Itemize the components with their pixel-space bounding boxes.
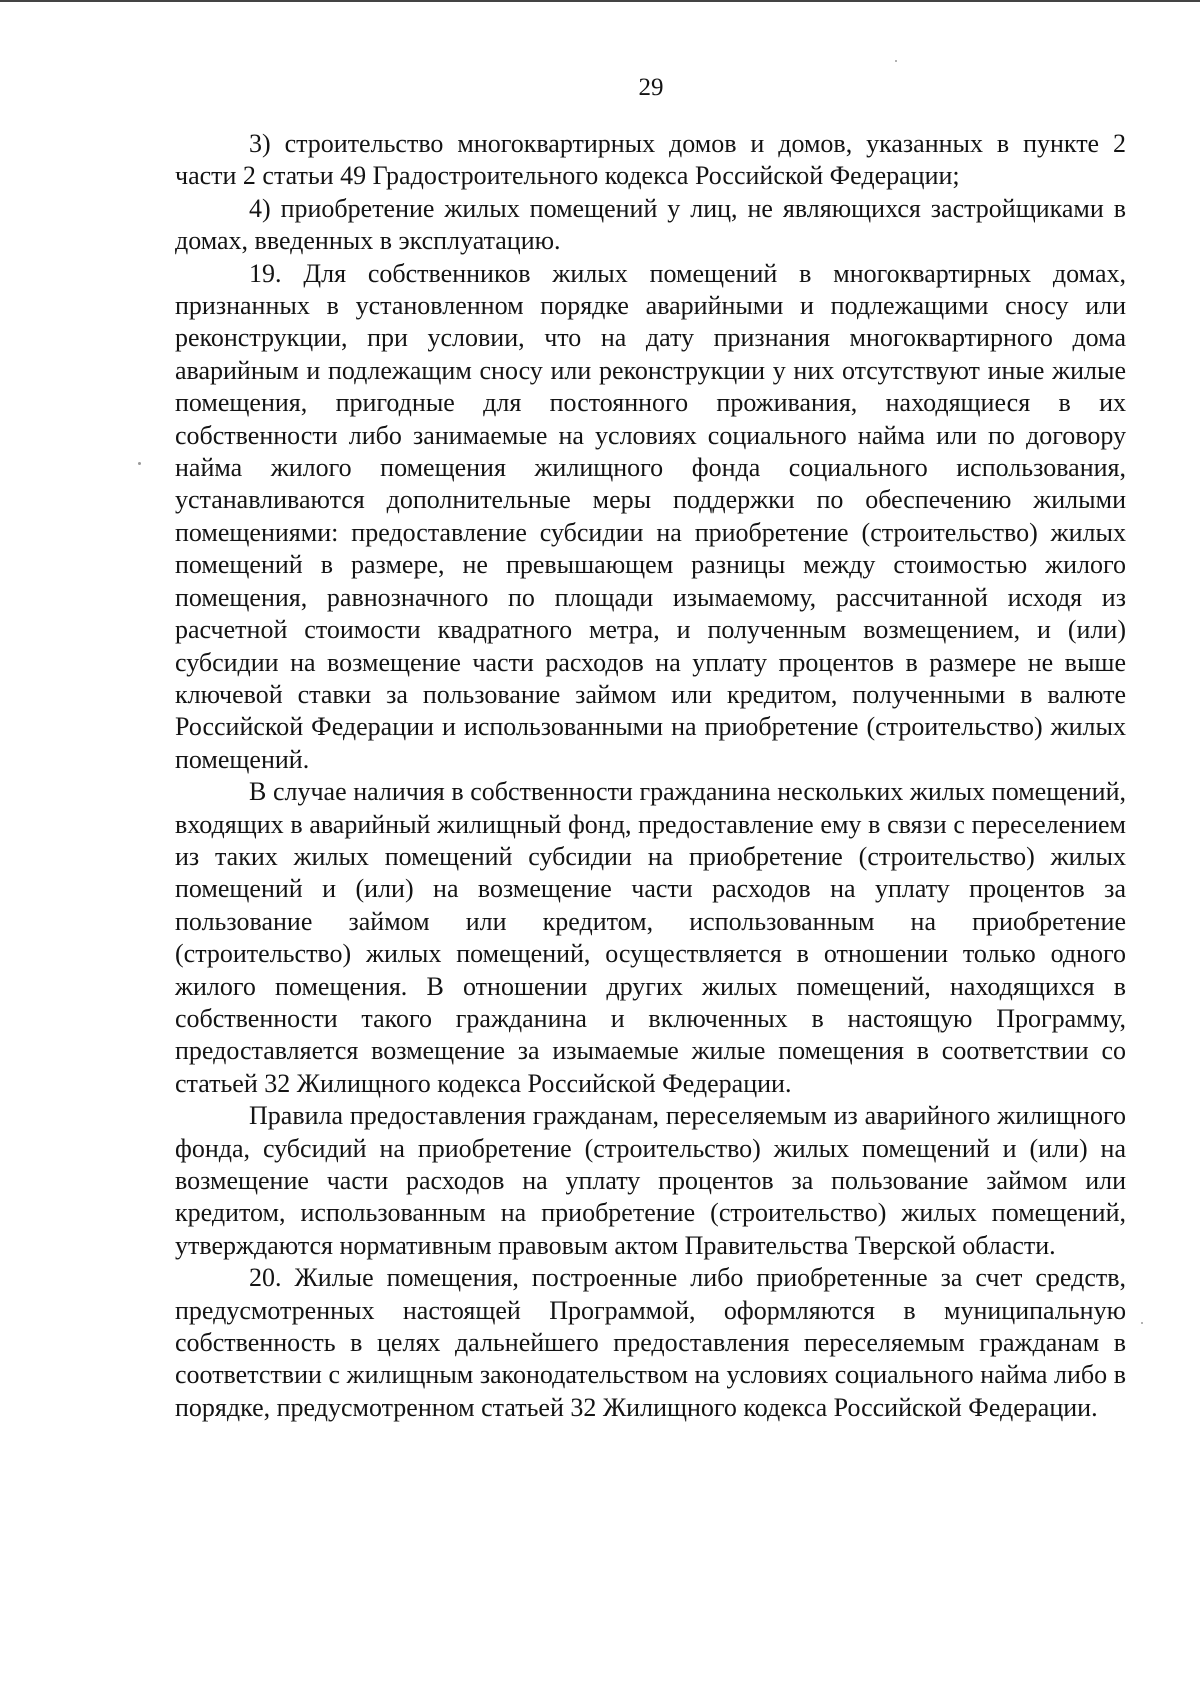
scan-speck [138, 462, 141, 465]
paragraph-item-3: 3) строительство многоквартирных домов и домов, указанных в пункте 2 части 2 статьи 49 Градостроительного кодекса Российской Федерации; [175, 129, 1126, 191]
paragraph-clause-20: 20. Жилые помещения, построенные либо приобретенные за счет средств, предусмотренных настоящей Программой, оформляются в муниципальную собственность в целях дальнейшего предоставления переселяемым гражданам в соответствии с жилищным законодательством на условиях социального найма либо в порядке, предусмотренном статьей 32 Жилищного кодекса Российской Федерации. [175, 1263, 1126, 1422]
document-body [175, 128, 1126, 1424]
paragraph-multiple-ownership: В случае наличия в собственности гражданина нескольких жилых помещений, входящих в аварийный жилищный фонд, предоставление ему в связи с переселением из таких жилых помещений субсидии на приобретение (строительство) жилых помещений и (или) на возмещение части расходов на уплату процентов за пользование займом или кредитом, использованным на приобретение (строительство) жилых помещений, осуществляется в отношении только одного жилого помещения. В отношении других жилых помещений, находящихся в собственности такого гражданина и включенных в настоящую Программу, предоставляется возмещение за изымаемые жилые помещения в соответствии со статьей 32 Жилищного кодекса Российской Федерации. [175, 777, 1126, 1098]
page-number: 29 [638, 74, 664, 101]
paragraph-subsidy-rules: Правила предоставления гражданам, переселяемым из аварийного жилищного фонда, субсидий на приобретение (строительство) жилых помещений и (или) на возмещение части расходов на уплату процентов за пользование займом или кредитом, использованным на приобретение (строительство) жилых помещений, утверждаются нормативным правовым актом Правительства Тверской области. [175, 1101, 1126, 1260]
scan-speck [1141, 1322, 1143, 1324]
scan-speck [895, 60, 897, 62]
paragraph-item-4: 4) приобретение жилых помещений у лиц, не являющихся застройщиками в домах, введенных в эксплуатацию. [175, 193, 1126, 256]
paragraph-clause-19: 19. Для собственников жилых помещений в многоквартирных домах, признанных в установленном порядке аварийными и подлежащими сносу или реконструкции, при условии, что на дату признания многоквартирного дома аварийным и подлежащим сносу или реконструкции у них отсутствуют иные жилые помещения, пригодные для постоянного проживания, находящиеся в их собственности либо занимаемые на условиях социального найма или по договору найма жилого помещения жилищного фонда социального использования, устанавливаются дополнительные меры поддержки по обеспечению жилыми помещениями: предоставление субсидии на приобретение (строительство) жилых помещений в размере, не превышающем разницы между стоимостью жилого помещения, равнозначного по площади изымаемому, рассчитанной исходя из расчетной стоимости квадратного метра, и полученным возмещением, и (или) субсидии на возмещение части расходов на уплату процентов в размере не выше ключевой ставки за пользование займом или кредитом, полученными в валюте Российской Федерации и использованными на приобретение (строительство) жилых помещений. [175, 258, 1126, 774]
scan-top-edge [0, 0, 1200, 2]
